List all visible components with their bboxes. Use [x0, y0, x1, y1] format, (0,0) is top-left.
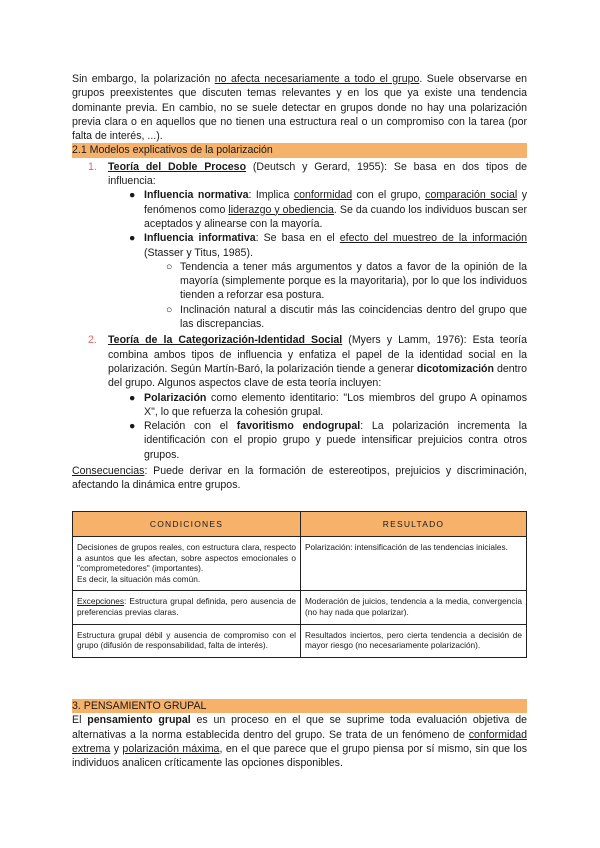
- intro-underlined: no afecta necesariamente a todo el grupo: [214, 73, 420, 85]
- table-cell-condition: [73, 591, 301, 624]
- bullet-text: como elemento identitario: "Los miembros del grupo A opinamos X", lo que refuerza la cohesión grupal.: [144, 391, 527, 418]
- bullet-text: (Stasser y Titus, 1985).: [144, 246, 253, 259]
- cell-text: Decisiones de grupos reales, con estructura clara, respecto a asuntos que les afectan, sobre aspectos emocionales o "comprometedores" (importantes).: [77, 542, 296, 574]
- consequences-text: : Puede derivar en la formación de estereotipos, prejuicios y discriminación, afectando la dinámica entre grupos.: [72, 465, 527, 492]
- para-text: y: [110, 742, 123, 755]
- bullet-icon: ●: [129, 232, 136, 245]
- bullet-bold: Influencia normativa: [144, 189, 249, 202]
- section-heading-text: 3. PENSAMIENTO GRUPAL: [72, 700, 207, 712]
- bullet-icon: ●: [129, 420, 136, 433]
- bullet-icon: ●: [129, 189, 136, 202]
- para-underlined: polarización máxima: [122, 742, 220, 755]
- model-text: (Myers y Lamm, 1976): Esta teoría combina ambos tipos de influencia y enfatiza el papel de la identidad social en la polarización. Según Martín-Baró, la polarización tiende a generar: [108, 334, 527, 375]
- bullet-underlined: comparación social: [425, 189, 518, 202]
- table-row: [73, 537, 527, 591]
- table-row: [73, 624, 527, 657]
- sub-bullet-item: [166, 260, 527, 303]
- bullet-text: con el grupo,: [352, 189, 426, 202]
- list-number: 1.: [88, 160, 97, 173]
- bullet-text: : Implica: [248, 189, 294, 202]
- para-bold: pensamiento grupal: [87, 714, 191, 727]
- table-cell-result: [301, 624, 527, 657]
- bullet-text: . Se da cuando los individuos buscan ser aceptados y alinearse con la mayoría.: [144, 203, 527, 230]
- table-cell-result: [301, 537, 527, 591]
- intro-text-2: . Suele observarse en grupos preexistentes que discuten temas relevantes y en los que ya existe una tendencia dominante previa. En cambio, no se suele detectar en grupos donde no hay una polarización previa clara o en aquellos que no tienen una estructura real o un compromiso con la tarea (por falta de interés, ...).: [72, 73, 528, 143]
- bullet-text: Relación con el: [144, 420, 237, 433]
- para-text: El: [72, 714, 88, 727]
- model-cite: (Deutsch y Gerard, 1955): Se basa en dos tipos de influencia:: [108, 160, 528, 188]
- models-list: [72, 160, 527, 462]
- section-3-paragraph: [72, 713, 527, 770]
- table-row: [73, 591, 527, 624]
- cell-text: Moderación de juicios, tendencia a la media, convergencia (no hay nada que polarizar).: [305, 596, 522, 617]
- model-title: Teoría de la Categorización-Identidad Social: [108, 334, 343, 347]
- table-cell-condition: [73, 537, 301, 591]
- bullet-item: [129, 419, 527, 462]
- sub-bullets: [144, 260, 527, 331]
- cell-text: Es decir, la situación más común.: [77, 573, 201, 584]
- consequences-label: Consecuencias: [72, 465, 145, 478]
- bullet-icon: ●: [129, 391, 136, 404]
- table-header-result: RESULTADO: [301, 512, 527, 537]
- para-underlined: conformidad extrema: [72, 728, 527, 755]
- model-bullets: [108, 188, 527, 331]
- bullet-underlined: conformidad: [293, 189, 353, 202]
- bullet-bold: Influencia informativa: [144, 232, 256, 245]
- para-text: , en el que parece que el grupo piensa por sí mismo, sin que los individuos analicen críticamente las opciones disponibles.: [72, 742, 528, 770]
- table-header-row: [73, 512, 527, 537]
- sub-bullet-text: Inclinación natural a discutir más las coincidencias dentro del grupo que las discrepancias.: [180, 303, 527, 331]
- section-heading-3: [72, 699, 527, 713]
- table-cell-condition: [73, 624, 301, 657]
- bullet-text: : Se basa en el: [255, 232, 340, 245]
- bullet-text: : La polarización incrementa la identificación con el propio grupo y puede intensificar prejuicios contra otros grupos.: [144, 420, 527, 461]
- model-bold: dicotomización: [416, 362, 494, 375]
- consequences-paragraph: [72, 464, 527, 493]
- para-text: es un proceso en el que se suprime toda evaluación objetiva de alternativas a la norma establecida dentro del grupo. Se trata de un fenómeno de: [72, 714, 528, 741]
- circle-bullet-icon: ○: [166, 303, 173, 316]
- bullet-item: [129, 391, 527, 420]
- conditions-table: [72, 511, 527, 658]
- bullet-bold: favoritismo endogrupal: [236, 420, 361, 433]
- sub-bullet-item: [166, 303, 527, 332]
- model-item: [88, 333, 528, 462]
- cell-text: Estructura grupal débil y ausencia de compromiso con el grupo (difusión de responsabilidad, falta de interés).: [77, 629, 296, 651]
- content-body: [72, 72, 527, 493]
- circle-bullet-icon: ○: [166, 260, 173, 273]
- section-3: [72, 699, 527, 770]
- sub-bullet-text: Tendencia a tener más argumentos y datos a favor de la opinión de la mayoría (simplemente porque es la mayoritaria), por lo que los individuos tienden a reforzar esa postura.: [180, 260, 527, 302]
- section-heading-2-1: [72, 143, 527, 157]
- cell-underlined: Excepciones: [77, 596, 125, 607]
- bullet-bold: Polarización: [144, 391, 207, 404]
- cell-text: Resultados inciertos, pero cierta tendencia a decisión de mayor riesgo (no necesariamente polarización).: [305, 629, 522, 651]
- bullet-item: [129, 231, 527, 331]
- bullet-underlined: efecto del muestreo de la información: [339, 232, 527, 245]
- intro-text: Sin embargo, la polarización: [72, 73, 215, 85]
- cell-text: : Estructura grupal definida, pero ausencia de preferencias previas claras.: [77, 596, 296, 617]
- intro-paragraph: [72, 72, 527, 143]
- table-cell-result: [301, 591, 527, 624]
- model-bullets: [108, 391, 527, 462]
- list-number: 2.: [88, 334, 97, 347]
- bullet-text: y fenómenos como: [144, 189, 528, 216]
- section-heading-text: 2.1 Modelos explicativos de la polarización: [72, 144, 273, 157]
- model-title: Teoría del Doble Proceso: [108, 160, 247, 173]
- bullet-item: [129, 188, 528, 231]
- cell-text: Polarización: intensificación de las tendencias iniciales.: [305, 542, 508, 552]
- model-item: [88, 160, 528, 332]
- bullet-underlined: liderazgo y obediencia: [228, 203, 334, 216]
- table-header-conditions: CONDICIONES: [73, 512, 301, 537]
- model-text: dentro del grupo. Algunos aspectos clave de esta teoría incluyen:: [108, 362, 528, 390]
